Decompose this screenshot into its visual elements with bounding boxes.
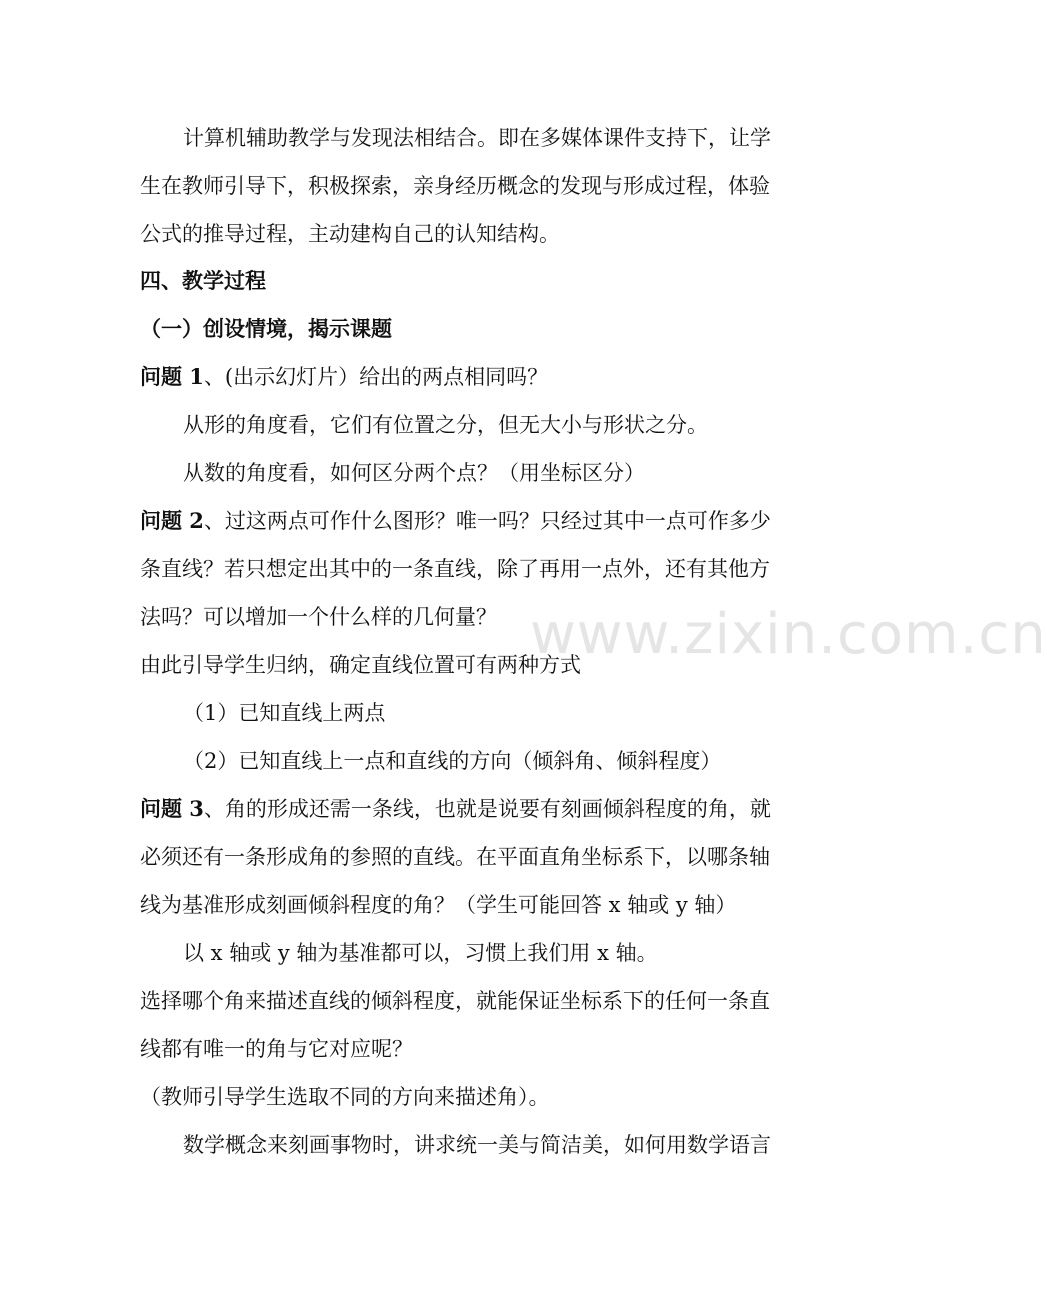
question-2-line3: 法吗？可以增加一个什么样的几何量？ bbox=[140, 605, 497, 629]
question-1-answer-1: 从形的角度看，它们有位置之分，但无大小与形状之分。 bbox=[183, 413, 708, 437]
section-subheading: （一）创设情境，揭示课题 bbox=[140, 316, 392, 341]
question-2 bbox=[140, 507, 771, 535]
question-3-line2: 必须还有一条形成角的参照的直线。在平面直角坐标系下，以哪条轴 bbox=[140, 845, 770, 869]
para1-line3: 公式的推导过程，主动建构自己的认知结构。 bbox=[140, 222, 560, 246]
question-2-line2: 条直线？若只想定出其中的一条直线，除了再用一点外，还有其他方 bbox=[140, 557, 770, 581]
para1-line1: 计算机辅助教学与发现法相结合。即在多媒体课件支持下，让学 bbox=[183, 126, 771, 150]
question-3-line6: （教师引导学生选取不同的方向来描述角）。 bbox=[140, 1085, 550, 1109]
para1-line2: 生在教师引导下，积极探索，亲身经历概念的发现与形成过程，体验 bbox=[140, 174, 770, 198]
question-3-line7: 数学概念来刻画事物时，讲求统一美与简洁美，如何用数学语言 bbox=[183, 1133, 771, 1157]
watermark: www.zixin.com.cn bbox=[530, 602, 1047, 667]
question-1-label: 问题 1 bbox=[140, 364, 204, 389]
question-3-answer: 以 x 轴或 y 轴为基准都可以，习惯上我们用 x 轴。 bbox=[183, 941, 658, 965]
question-2-item-1: （1）已知直线上两点 bbox=[183, 701, 386, 725]
section-heading: 四、教学过程 bbox=[140, 268, 266, 293]
question-3-line5: 线都有唯一的角与它对应呢？ bbox=[140, 1037, 413, 1061]
question-2-label: 问题 2 bbox=[140, 508, 204, 533]
question-2-summary: 由此引导学生归纳，确定直线位置可有两种方式 bbox=[140, 653, 581, 677]
question-1 bbox=[140, 363, 548, 391]
question-3-label: 问题 3 bbox=[140, 796, 204, 821]
question-2-item-2: （2）已知直线上一点和直线的方向（倾斜角、倾斜程度） bbox=[183, 749, 722, 773]
question-1-text: 、(出示幻灯片）给出的两点相同吗？ bbox=[203, 365, 549, 389]
question-1-answer-2: 从数的角度看，如何区分两个点？（用坐标区分） bbox=[183, 461, 645, 485]
question-3 bbox=[140, 795, 771, 823]
question-3-line4: 选择哪个角来描述直线的倾斜程度，就能保证坐标系下的任何一条直 bbox=[140, 989, 770, 1013]
question-2-text: 、过这两点可作什么图形？唯一吗？只经过其中一点可作多少 bbox=[203, 509, 771, 533]
question-3-line3: 线为基准形成刻画倾斜程度的角？（学生可能回答 x 轴或 y 轴） bbox=[140, 893, 737, 917]
question-3-text: 、角的形成还需一条线，也就是说要有刻画倾斜程度的角，就 bbox=[203, 797, 771, 821]
